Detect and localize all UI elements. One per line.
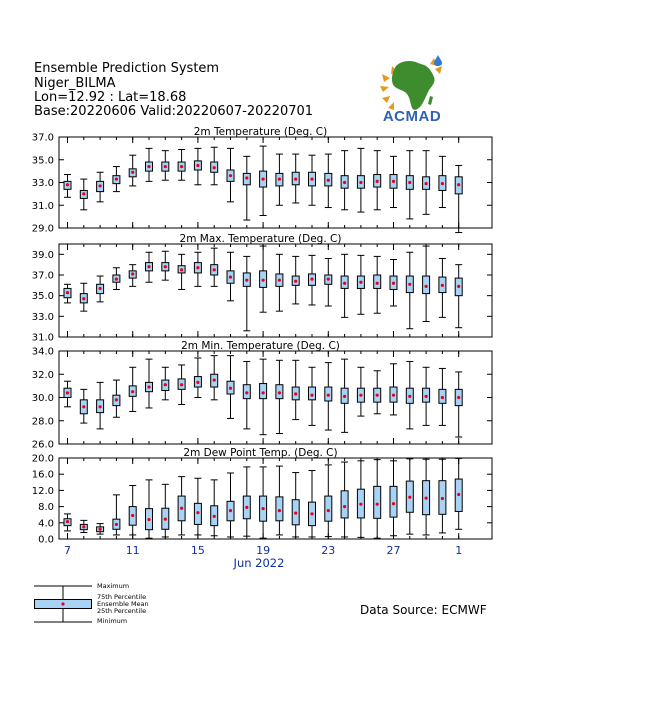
mean-dot <box>262 507 265 510</box>
x-tick-label: 15 <box>190 544 205 557</box>
mean-dot <box>392 394 395 397</box>
y-tick-label: 0.0 <box>38 534 54 546</box>
mean-dot <box>359 281 362 284</box>
x-tick-label: 1 <box>455 544 463 557</box>
panel-title: 2m Max. Temperature (Deg. C) <box>179 233 342 245</box>
mean-dot <box>408 496 411 499</box>
iqr-box <box>276 497 283 521</box>
mean-dot <box>343 282 346 285</box>
mean-dot <box>343 505 346 508</box>
iqr-box <box>341 491 348 518</box>
y-tick-label: 37.0 <box>31 270 54 282</box>
acmad-logo-text: ACMAD <box>382 108 442 125</box>
mean-dot <box>180 268 183 271</box>
mean-dot <box>213 166 216 169</box>
mean-dot <box>359 181 362 184</box>
mean-dot <box>441 182 444 185</box>
mean-dot <box>164 165 167 168</box>
mean-dot <box>327 278 330 281</box>
mean-dot <box>278 391 281 394</box>
mean-dot <box>392 180 395 183</box>
mean-dot <box>343 181 346 184</box>
mean-dot <box>425 395 428 398</box>
mean-dot <box>262 279 265 282</box>
mean-dot <box>359 394 362 397</box>
x-tick-label: 19 <box>256 544 271 557</box>
mean-dot <box>294 392 297 395</box>
y-tick-label: 16.0 <box>31 469 54 481</box>
mean-dot <box>262 391 265 394</box>
y-tick-label: 35.0 <box>31 155 54 167</box>
mean-dot <box>82 525 85 528</box>
mean-dot <box>213 515 216 518</box>
mean-dot <box>457 493 460 496</box>
mean-dot <box>66 291 69 294</box>
mean-dot <box>131 171 134 174</box>
mean-dot <box>82 192 85 195</box>
header-dates: Base:20220606 Valid:20220607-20220701 <box>34 104 314 119</box>
mean-dot <box>131 390 134 393</box>
mean-dot <box>262 177 265 180</box>
mean-dot <box>196 381 199 384</box>
mean-dot <box>278 509 281 512</box>
y-tick-label: 29.0 <box>31 223 54 235</box>
mean-dot <box>376 503 379 506</box>
mean-dot <box>310 278 313 281</box>
mean-dot <box>359 503 362 506</box>
mean-dot <box>66 391 69 394</box>
y-tick-label: 31.0 <box>31 332 54 344</box>
header-title: Ensemble Prediction System <box>34 61 220 76</box>
mean-dot <box>115 278 118 281</box>
mean-dot <box>294 511 297 514</box>
legend-minimum: Minimum <box>97 617 128 625</box>
mean-dot <box>457 396 460 399</box>
mean-dot <box>343 395 346 398</box>
mean-dot <box>115 523 118 526</box>
mean-dot <box>245 506 248 509</box>
mean-dot <box>99 287 102 290</box>
data-source: Data Source: ECMWF <box>360 603 487 617</box>
iqr-box <box>325 496 332 521</box>
mean-dot <box>425 182 428 185</box>
mean-dot <box>408 181 411 184</box>
mean-dot <box>294 280 297 283</box>
legend-maximum: Maximum <box>97 582 130 590</box>
header-coords: Lon=12.92 : Lat=18.68 <box>34 90 187 105</box>
mean-dot <box>457 285 460 288</box>
mean-dot <box>376 180 379 183</box>
mean-dot <box>392 282 395 285</box>
mean-dot <box>180 507 183 510</box>
mean-dot <box>99 528 102 531</box>
mean-dot <box>327 394 330 397</box>
y-tick-label: 31.0 <box>31 200 54 212</box>
mean-dot <box>441 284 444 287</box>
mean-dot <box>229 387 232 390</box>
y-tick-label: 37.0 <box>31 132 54 144</box>
iqr-box <box>309 387 316 400</box>
mean-dot <box>180 165 183 168</box>
mean-dot <box>376 282 379 285</box>
y-tick-label: 35.0 <box>31 291 54 303</box>
mean-dot <box>147 165 150 168</box>
mean-dot <box>278 177 281 180</box>
mean-dot <box>278 279 281 282</box>
mean-dot <box>164 518 167 521</box>
mean-dot <box>82 405 85 408</box>
panel-title: 2m Temperature (Deg. C) <box>193 126 328 138</box>
mean-dot <box>131 272 134 275</box>
mean-dot <box>441 497 444 500</box>
header-station: Niger_BILMA <box>34 76 116 91</box>
mean-dot <box>147 265 150 268</box>
mean-dot <box>441 396 444 399</box>
mean-dot <box>457 183 460 186</box>
mean-dot <box>180 383 183 386</box>
mean-dot <box>310 394 313 397</box>
mean-dot <box>425 496 428 499</box>
panel-title: 2m Min. Temperature (Deg. C) <box>181 340 340 352</box>
y-tick-label: 32.0 <box>31 369 54 381</box>
mean-dot <box>229 275 232 278</box>
mean-dot <box>99 184 102 187</box>
mean-dot <box>196 266 199 269</box>
mean-dot <box>196 511 199 514</box>
y-tick-label: 33.0 <box>31 311 54 323</box>
iqr-box <box>260 384 267 399</box>
mean-dot <box>115 177 118 180</box>
x-tick-label: 7 <box>64 544 71 557</box>
x-tick-label: 11 <box>125 544 140 557</box>
mean-dot <box>392 502 395 505</box>
y-tick-label: 30.0 <box>31 393 54 404</box>
legend-p25: 25th Percentile <box>97 607 147 615</box>
mean-dot <box>164 265 167 268</box>
mean-dot <box>376 394 379 397</box>
legend-mean: Ensemble Mean <box>97 600 149 608</box>
y-tick-label: 8.0 <box>38 502 54 514</box>
y-tick-label: 39.0 <box>31 249 54 261</box>
y-tick-label: 12.0 <box>31 485 54 497</box>
mean-dot <box>147 385 150 388</box>
y-tick-label: 4.0 <box>38 518 54 530</box>
y-tick-label: 34.0 <box>31 346 54 358</box>
mean-dot <box>66 183 69 186</box>
mean-dot <box>408 283 411 286</box>
iqr-box <box>374 486 381 518</box>
mean-dot <box>310 177 313 180</box>
y-tick-label: 20.0 <box>31 453 54 465</box>
mean-dot <box>164 383 167 386</box>
mean-dot <box>327 509 330 512</box>
mean-dot <box>66 520 69 523</box>
x-tick-label: 23 <box>321 544 336 557</box>
x-month-label: Jun 2022 <box>233 556 285 570</box>
y-tick-label: 33.0 <box>31 178 54 189</box>
iqr-box <box>390 486 397 517</box>
legend-glyph <box>34 583 94 625</box>
mean-dot <box>115 398 118 401</box>
mean-dot <box>327 179 330 182</box>
mean-dot <box>245 279 248 282</box>
mean-dot <box>213 378 216 381</box>
mean-dot <box>131 514 134 517</box>
mean-dot <box>196 164 199 167</box>
mean-dot <box>294 177 297 180</box>
y-tick-label: 26.0 <box>31 439 54 451</box>
y-tick-label: 28.0 <box>31 416 54 428</box>
mean-dot <box>147 518 150 521</box>
mean-dot <box>425 285 428 288</box>
mean-dot <box>99 405 102 408</box>
mean-dot <box>245 176 248 179</box>
mean-dot <box>310 512 313 515</box>
panel-title: 2m Dew Point Temp. (Deg. C) <box>183 447 338 459</box>
x-tick-label: 27 <box>386 544 401 557</box>
mean-dot <box>213 268 216 271</box>
mean-dot <box>229 174 232 177</box>
legend-p75: 75th Percentile <box>97 593 147 601</box>
mean-dot <box>245 391 248 394</box>
mean-dot <box>229 509 232 512</box>
mean-dot <box>82 297 85 300</box>
mean-dot <box>408 395 411 398</box>
